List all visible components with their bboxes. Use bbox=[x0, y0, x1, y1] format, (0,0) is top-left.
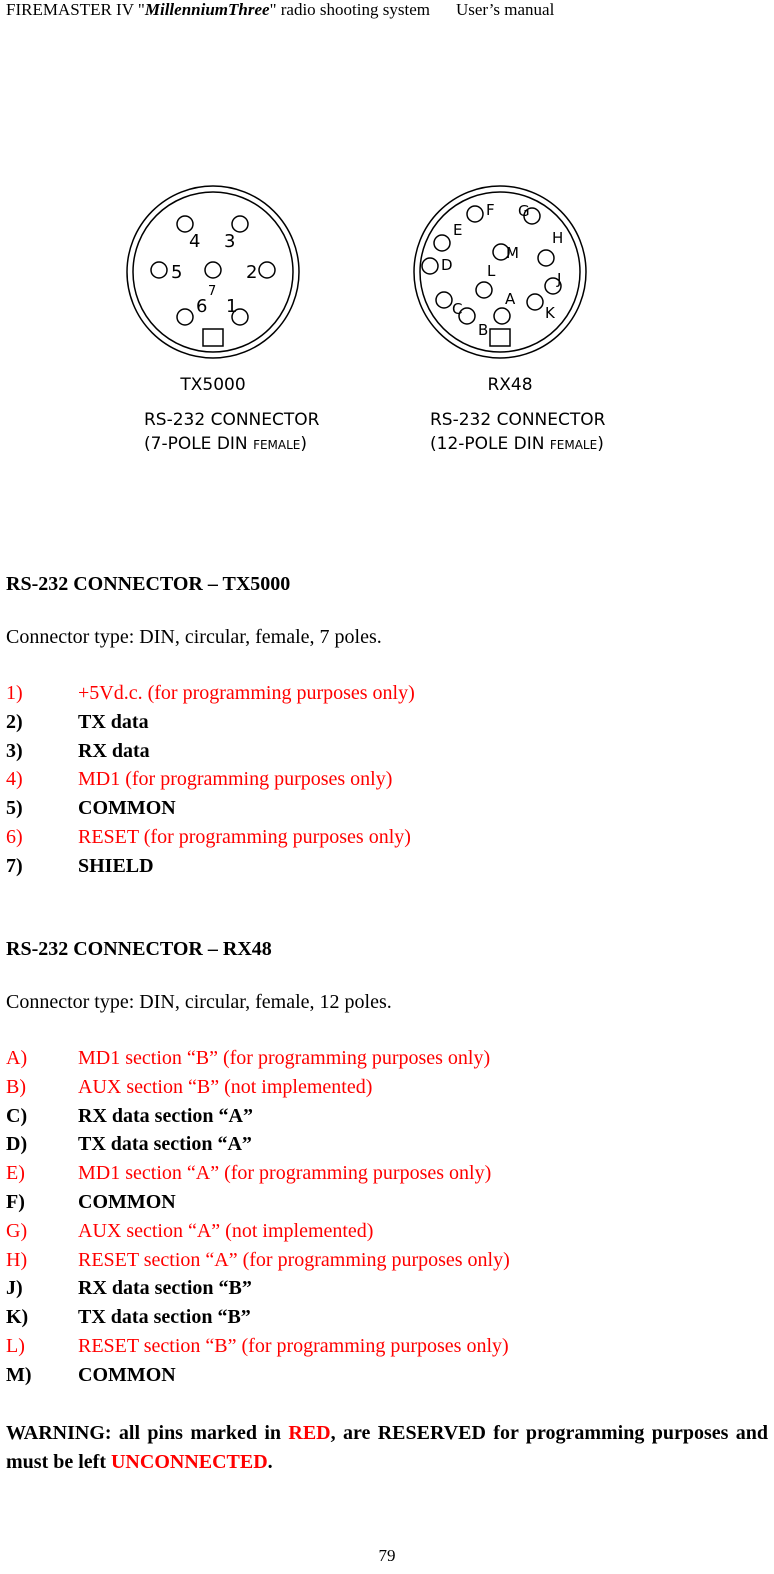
pin-list-item bbox=[6, 1217, 510, 1246]
pin-label: 1) bbox=[6, 682, 23, 704]
pin-list-item bbox=[6, 1159, 510, 1188]
warning-note: WARNING: all pins marked in RED, are RESERVED for programming purposes and must be left UNCONNECTED. bbox=[6, 1422, 768, 1473]
pin-description: TX data bbox=[78, 710, 149, 733]
pin-description: RESET section “A” (for programming purposes only) bbox=[78, 1248, 510, 1271]
tx-caption-line1: RS-232 CONNECTOR bbox=[144, 410, 320, 430]
pin-list-item bbox=[6, 1188, 510, 1217]
rx-pin-label: B bbox=[478, 321, 489, 339]
rx-pin-label: L bbox=[487, 262, 496, 280]
pin-list-item bbox=[6, 708, 415, 737]
pin-label: 6) bbox=[6, 825, 23, 848]
pin-description: MD1 section “B” (for programming purposes only) bbox=[78, 1047, 491, 1069]
rx-caption-line1: RS-232 CONNECTOR bbox=[430, 410, 606, 430]
page-header bbox=[6, 0, 554, 20]
pin-description: RX data bbox=[78, 739, 150, 762]
tx-model-label: TX5000 bbox=[180, 375, 246, 395]
pin-list-item bbox=[6, 1361, 510, 1390]
pin-description: TX data section “A” bbox=[78, 1133, 252, 1156]
connector-diagram bbox=[100, 178, 640, 468]
pin-label: D) bbox=[6, 1133, 28, 1156]
pin-description: TX data section “B” bbox=[78, 1306, 251, 1329]
tx-section-title: RS-232 CONNECTOR – TX5000 bbox=[6, 573, 291, 595]
pin-list-item bbox=[6, 852, 415, 881]
pin-list-item bbox=[6, 679, 415, 708]
rx-pin-list bbox=[6, 1044, 510, 1390]
rx-pin-label: F bbox=[486, 201, 495, 219]
rx-pin-label: D bbox=[441, 256, 453, 274]
tx-pin-label: 7 bbox=[208, 284, 217, 299]
rx-pin-label: C bbox=[452, 300, 463, 318]
tx5000-connector-drawing bbox=[127, 186, 299, 358]
tx-pin-label: 2 bbox=[246, 262, 258, 283]
pin-label: H) bbox=[6, 1248, 28, 1271]
pin-description: COMMON bbox=[78, 797, 176, 820]
pin-description: MD1 section “A” (for programming purposes only) bbox=[78, 1162, 492, 1185]
pin-label: B) bbox=[6, 1075, 26, 1098]
pin-label: C) bbox=[6, 1104, 28, 1127]
pin-label: K) bbox=[6, 1306, 29, 1329]
header-product-suffix: " radio shooting system bbox=[269, 0, 430, 19]
tx-pin-label: 6 bbox=[196, 296, 208, 317]
pin-list-item bbox=[6, 1246, 510, 1275]
warning-red-word: RED bbox=[288, 1422, 331, 1444]
pin-list-item bbox=[6, 1332, 510, 1361]
tx-pin-label: 1 bbox=[226, 296, 238, 317]
rx-caption-line2: (12-POLE DIN FEMALE) bbox=[430, 434, 604, 454]
pin-description: AUX section “A” (not implemented) bbox=[78, 1219, 374, 1242]
pin-label: L) bbox=[6, 1334, 25, 1357]
rx-pin-label: E bbox=[453, 221, 463, 239]
header-doc-title: User’s manual bbox=[455, 0, 555, 19]
pin-description: SHIELD bbox=[78, 854, 154, 877]
rx-pin-label: K bbox=[545, 304, 555, 322]
rx-model-label: RX48 bbox=[487, 375, 533, 395]
pin-label: 7) bbox=[6, 854, 23, 877]
rx-pin-label: M bbox=[506, 244, 519, 262]
pin-description: AUX section “B” (not implemented) bbox=[78, 1075, 373, 1098]
pin-list-item bbox=[6, 765, 415, 794]
pin-label: J) bbox=[6, 1277, 23, 1300]
pin-description: RX data section “A” bbox=[78, 1104, 253, 1127]
pin-description: RESET section “B” (for programming purposes only) bbox=[78, 1334, 509, 1357]
pin-list-item bbox=[6, 1044, 510, 1073]
pin-list-item bbox=[6, 1073, 510, 1102]
tx-connector-type: Connector type: DIN, circular, female, 7 poles. bbox=[6, 626, 382, 648]
pin-label: A) bbox=[6, 1047, 28, 1069]
rx-pin-label: J bbox=[557, 270, 562, 288]
rx-pin-label: A bbox=[505, 290, 516, 308]
rx-section-title: RS-232 CONNECTOR – RX48 bbox=[6, 938, 272, 960]
pin-list-item bbox=[6, 737, 415, 766]
connector-figure bbox=[100, 178, 640, 468]
pin-list-item bbox=[6, 1274, 510, 1303]
pin-list-item bbox=[6, 823, 415, 852]
pin-description: COMMON bbox=[78, 1190, 176, 1213]
pin-list-item bbox=[6, 1130, 510, 1159]
pin-list-item bbox=[6, 1303, 510, 1332]
rx-pin-label: H bbox=[552, 229, 564, 247]
rx-connector-type: Connector type: DIN, circular, female, 12 poles. bbox=[6, 991, 392, 1013]
tx-caption-line2: (7-POLE DIN FEMALE) bbox=[144, 434, 308, 454]
pin-label: 5) bbox=[6, 797, 23, 820]
pin-label: 3) bbox=[6, 739, 23, 762]
header-product: FIREMASTER IV " bbox=[6, 0, 145, 19]
pin-list-item bbox=[6, 794, 415, 823]
pin-description: MD1 (for programming purposes only) bbox=[78, 768, 393, 791]
pin-label: M) bbox=[6, 1363, 32, 1386]
pin-label: G) bbox=[6, 1219, 28, 1242]
pin-description: +5Vd.c. (for programming purposes only) bbox=[78, 682, 415, 704]
warning-unconnected-word: UNCONNECTED bbox=[110, 1451, 268, 1473]
pin-description: RX data section “B” bbox=[78, 1277, 252, 1300]
header-brand: MillenniumThree bbox=[144, 0, 270, 19]
pin-label: 4) bbox=[6, 768, 23, 791]
pin-list-item bbox=[6, 1102, 510, 1131]
tx-pin-label: 5 bbox=[171, 262, 183, 283]
page-number: 79 bbox=[378, 1546, 396, 1565]
rx-pin-label: G bbox=[518, 202, 530, 220]
pin-label: F) bbox=[6, 1190, 25, 1213]
pin-description: RESET (for programming purposes only) bbox=[78, 825, 411, 848]
tx-pin-list bbox=[6, 679, 415, 881]
tx-pin-label: 3 bbox=[224, 231, 236, 252]
pin-description: COMMON bbox=[78, 1363, 176, 1386]
pin-label: E) bbox=[6, 1162, 25, 1185]
pin-label: 2) bbox=[6, 710, 23, 733]
tx-pin-label: 4 bbox=[189, 231, 201, 252]
